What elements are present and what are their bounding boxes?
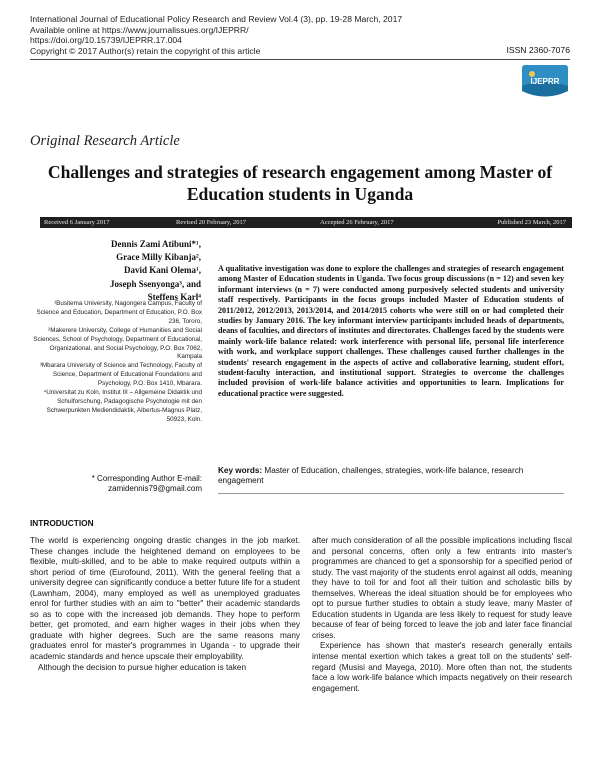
received-date: Received 6 January 2017 (44, 218, 110, 226)
journal-url[interactable]: Available online at https://www.journalissues.org/IJEPRR/ (30, 24, 249, 35)
author-name: Grace Milly Kibanja², (116, 252, 201, 263)
dates-bar (40, 217, 572, 228)
journal-header (30, 14, 450, 56)
author-name: David Kani Olema¹, (124, 265, 201, 276)
copyright-notice: Copyright © 2017 Author(s) retain the copyright of this article (30, 45, 261, 56)
body-column-right (312, 536, 572, 694)
paper-title: Challenges and strategies of research engagement among Master of Education students in Uganda (47, 162, 553, 204)
affiliation: ³Mbarara University of Science and Technology, Faculty of Science, Department of Educational Foundations and Psychology, P.O. Box 1410, Mbarara. (39, 362, 202, 388)
section-heading: INTRODUCTION (30, 518, 94, 528)
affiliation: ⁴Universitat zu Koln, Institut III – Allgemeine Didaktik und Schulforschung, Padagogische Psychologie mit den Schwerpunkten Mediendidaktik, Albertus-Magnus Platz, 50923, Koln. (43, 389, 202, 423)
header-divider (30, 59, 570, 60)
author-name: Dennis Zami Atibuni*¹, (111, 239, 201, 249)
correspondence (40, 474, 202, 495)
author-list (36, 238, 201, 304)
published-date: Published 23 March, 2017 (497, 218, 566, 226)
article-type: Original Research Article (30, 133, 180, 149)
affiliation-list (30, 300, 202, 425)
correspondence-email[interactable]: zamidennis79@gmail.com (108, 484, 202, 494)
keywords-text: Master of Education, challenges, strategies, work-life balance, research engagement (218, 466, 524, 486)
issn-label: ISSN 2360-7076 (506, 45, 570, 55)
paragraph: Experience has shown that master's research generally entails intense mental exertion which takes a great toll on the students' self-regard (Musisi and Mayega, 2010). More often than not, the students face a low work-life balance which impacts negatively on their research engagement. (312, 641, 572, 693)
journal-citation: International Journal of Educational Policy Research and Review Vol.4 (3), pp. 19-28 March, 2017 (30, 14, 403, 24)
body-column-left (30, 536, 300, 673)
accepted-date: Accepted 26 February, 2017 (320, 218, 394, 226)
keywords-divider (218, 493, 564, 494)
affiliation: ¹Busitema University, Nagongera Campus, Faculty of Science and Education, Department of Education, P.O. Box 236, Tororo, (36, 300, 202, 325)
paragraph: The world is experiencing ongoing drastic changes in the job market. These changes include the heightened demand on employees to be flexible, multi-skilled, and to be able to make required outputs within a short period of time (Eurofound, 2011). With the general feeling that a university degree can significantly conduce a better future life for a student (Lawnham, 2004), many employed as well as unemployed graduates enrol for further studies with an aim to "better" their academic standards so as to cope with the increased job demands. They hope to perform better, get promoted, and earn higher wages in their jobs when they graduate with higher degrees. Such are the same reasons many graduates enrol for master's programmes in Uganda - to upgrade their academic standards and hence upscale their employability. (30, 536, 300, 662)
author-name: Joseph Ssenyonga³, and (110, 278, 201, 289)
correspondence-label: * Corresponding Author E-mail: (91, 474, 202, 483)
author-name: Steffens Karl⁴ (147, 291, 201, 302)
logo-text: IJEPRR (530, 77, 560, 86)
doi-link[interactable]: https://doi.org/10.15739/IJEPRR.17.004 (30, 35, 182, 45)
keywords (218, 466, 564, 487)
revised-date: Revised 20 February, 2017 (176, 218, 246, 226)
affiliation: ²Makerere University, College of Humanities and Social Sciences, School of Psychology, Department of Educational, Organizational, and Social Psychology, P.O. Box 7062, Kampala (33, 326, 202, 361)
abstract-text: A qualitative investigation was done to explore the challenges and strategies of research engagement among Master of Education students in Uganda. Two focus group discussions (n = 12) and seven key informant interviews (n = 7) were conducted among purposively selected students and university staff respectively. Participants in the focus groups included Master of Education students of 2011/2012, 2012/2013, 2013/2014, and 2014/2015 cohorts who were still on or had completed their studies by January 2016. The key informant interview participants included heads of departments, deans of faculties, and directors of institutes and directorates. Challenges faced by the students were mainly work-life balance related: work interference with personal life, personal life interference with work, and workplace support challenges. These challenges caused further challenges in the students' research engagement in the aspects of active and collaborative learning, student effort, student-faculty interaction, and institutional support. Strategies to overcome the challenges included provision of work-life balance activities and opportunities to learn. Implications for educational practice were suggested. (218, 264, 564, 398)
paragraph: after much consideration of all the possible implications including fiscal and personal concerns, often only a few entrants into master's programmes are chanced to get a sponsorship for a specified period of study. The vast majority of the students enrol against all odds, meaning they have to toil for and foot all their tuition and scholastic bills by themselves. Whereas the ideal situation should be for employees who opt to pursue further studies to obtain a study leave, many Master of Education students in Uganda are less likely to request for study leave because of fear of being forced to leave the job and later face financial crises. (312, 536, 572, 640)
journal-logo-icon (520, 64, 570, 98)
keywords-label: Key words: (218, 466, 263, 475)
paragraph: Although the decision to pursue higher education is taken (38, 662, 247, 672)
